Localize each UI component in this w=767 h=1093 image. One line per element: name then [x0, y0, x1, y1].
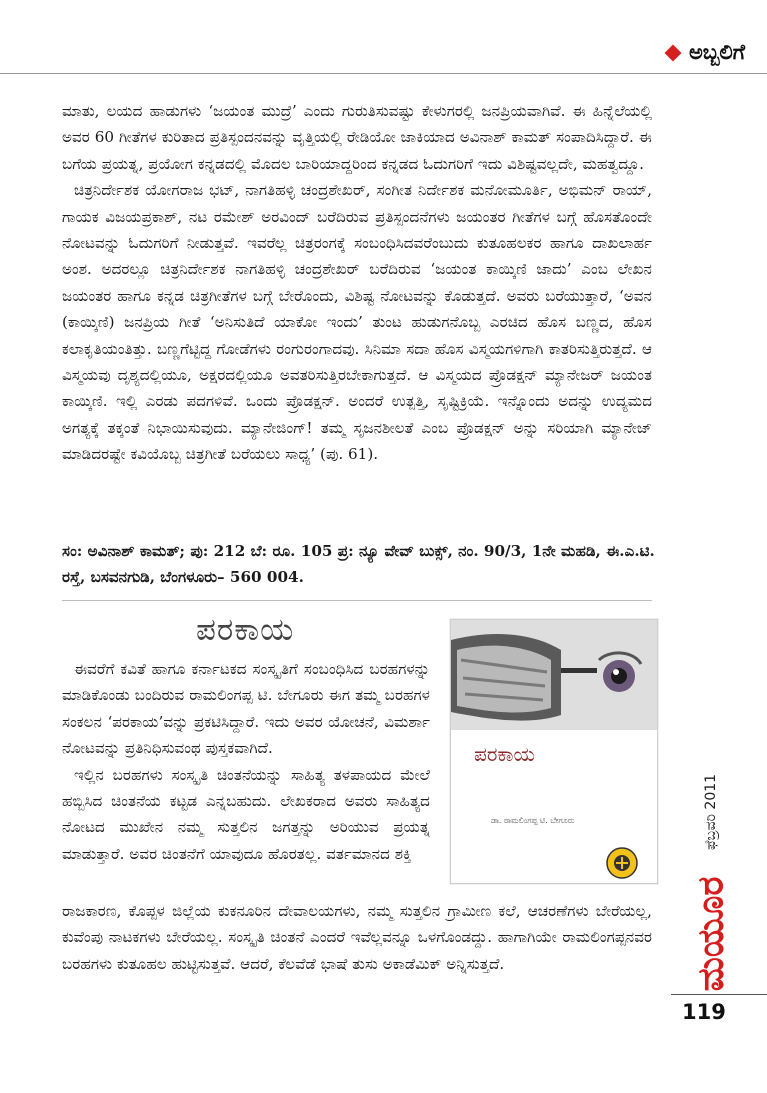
- review2-paragraph-2: ಇಲ್ಲಿನ ಬರಹಗಳು ಸಂಸ್ಕೃತಿ ಚಿಂತನೆಯನ್ನು ಸಾಹಿತ್ಯ ತಳಪಾಯದ ಮೇಲೆ ಹಬ್ಬಿಸಿದ ಚಿಂತನೆಯ ಕಟ್ಟಡ ಎನ್ನಬಹುದು. ಲೇಖಕರಾದ ಅವರು ಸಾಹಿತ್ಯದ ನೋಟದ ಮುಖೇನ ನಮ್ಮ ಸುತ್ತಲಿನ ಜಗತ್ತನ್ನು ಅರಿಯುವ ಪ್ರಯತ್ನ ಮಾಡುತ್ತಾರೆ. ಅವರ ಚಿಂತನೆಗೆ ಯಾವುದೂ ಹೊರತಲ್ಲ. ವರ್ತಮಾನದ ಶಕ್ತಿ: [62, 765, 430, 863]
- review-body: [62, 98, 652, 468]
- magazine-name-text: ಮಯೂರ: [690, 876, 731, 991]
- glasses-eye-illustration: [451, 620, 657, 730]
- book-cover: [450, 619, 658, 884]
- review2-body-wide: [62, 898, 652, 977]
- page-number-rule: [671, 994, 767, 995]
- section-name: ಅಬ್ಬಲಿಗೆ: [688, 40, 745, 64]
- section-divider: [62, 600, 652, 601]
- cover-title: ಪರಕಾಯ: [474, 742, 535, 766]
- diamond-bullet-icon: [664, 44, 681, 61]
- review2-paragraph-1: ಈವರೆಗೆ ಕವಿತೆ ಹಾಗೂ ಕರ್ನಾಟಕದ ಸಂಸ್ಕೃತಿಗೆ ಸಂಬಂಧಿಸಿದ ಬರಹಗಳನ್ನು ಮಾಡಿಕೊಂಡು ಬಂದಿರುವ ರಾಮಲಿಂಗಪ್ಪ ಟಿ. ಬೇಗೂರು ಈಗ ತಮ್ಮ ಬರಹಗಳ ಸಂಕಲನ ‘ಪರಕಾಯ’ವನ್ನು ಪ್ರಕಟಿಸಿದ್ದಾರೆ. ಇದು ಅವರ ಯೋಚನೆ, ವಿಮರ್ಶಾ ನೋಟವನ್ನು ಪ್ರತಿನಿಧಿಸುವಂಥ ಪುಸ್ತಕವಾಗಿದೆ.: [62, 660, 430, 758]
- review2-paragraph-3: ರಾಜಕಾರಣ, ಕೊಪ್ಪಳ ಜಿಲ್ಲೆಯ ಕುಕನೂರಿನ ದೇವಾಲಯಗಳು, ನಮ್ಮ ಸುತ್ತಲಿನ ಗ್ರಾಮೀಣ ಕಲೆ, ಆಚರಣೆಗಳು ಬೇರೆಯಲ್ಲ, ಕುವೆಂಪು ನಾಟಕಗಳು ಬೇರೆಯಲ್ಲ. ಸಂಸ್ಕೃತಿ ಚಿಂತನೆ ಎಂದರೆ ಇವೆಲ್ಲವನ್ನೂ ಒಳಗೊಂಡದ್ದು. ಹಾಗಾಗಿಯೇ ರಾಮಲಿಂಗಪ್ಪನವರ ಬರಹಗಳು ಕುತೂಹಲ ಹುಟ್ಟಿಸುತ್ತವೆ. ಆದರೆ, ಕೆಲವೆಡೆ ಭಾಷೆ ತುಸು ಅಕಾಡೆಮಿಕ್ ಅನ್ನಿಸುತ್ತದೆ.: [62, 902, 652, 973]
- cover-author: ಡಾ. ರಾಮಲಿಂಗಪ್ಪ ಟಿ. ಬೇಗೂರು: [491, 816, 575, 825]
- issue-date-text: ಫೆಬ್ರವರಿ 2011: [703, 773, 719, 851]
- review2-body-narrow: [62, 656, 430, 867]
- book-citation: ಸಂ: ಅವಿನಾಶ್ ಕಾಮತ್; ಪು: 212 ಬೆ: ರೂ. 105 ಪ್ರ: ನ್ಯೂ ವೇವ್ ಬುಕ್ಸ್, ನಂ. 90/3, 1ನೇ ಮಹಡಿ, ಈ.ಎ.ಟಿ. ರಸ್ತೆ, ಬಸವನಗುಡಿ, ಬೆಂಗಳೂರು– 560 004.: [62, 542, 655, 587]
- header-rule: [0, 73, 767, 74]
- page-number: 119: [682, 1000, 726, 1024]
- review-paragraph-2: ಚಿತ್ರನಿರ್ದೇಶಕ ಯೋಗರಾಜ ಭಟ್, ನಾಗತಿಹಳ್ಳಿ ಚಂದ್ರಶೇಖರ್, ಸಂಗೀತ ನಿರ್ದೇಶಕ ಮನೋಮೂರ್ತಿ, ಅಭಿಮನ್ ರಾಯ್, ಗಾಯಕ ವಿಜಯಪ್ರಕಾಶ್, ನಟ ರಮೇಶ್ ಅರವಿಂದ್ ಬರೆದಿರುವ ಪ್ರತಿಸ್ಪಂದನೆಗಳು ಜಯಂತರ ಗೀತೆಗಳ ಬಗ್ಗೆ ಹೊಸತೊಂದೇ ನೋಟವನ್ನು ಓದುಗರಿಗೆ ನೀಡುತ್ತವೆ. ಇವರೆಲ್ಲ ಚಿತ್ರರಂಗಕ್ಕೆ ಸಂಬಂಧಿಸಿದವರೆಂಬುದು ಕುತೂಹಲಕರ ಹಾಗೂ ದಾಖಲಾರ್ಹ ಅಂಶ. ಅದರಲ್ಲೂ ಚಿತ್ರನಿರ್ದೇಶಕ ನಾಗತಿಹಳ್ಳಿ ಚಂದ್ರಶೇಖರ್ ಬರೆದಿರುವ ‘ಜಯಂತ ಕಾಯ್ಕಿಣಿ ಜಾದು’ ಎಂಬ ಲೇಖನ ಜಯಂತರ ಹಾಗೂ ಕನ್ನಡ ಚಿತ್ರಗೀತೆಗಳ ಬಗ್ಗೆ ಬೇರೊಂದು, ವಿಶಿಷ್ಟ ನೋಟವನ್ನು ಕೊಡುತ್ತದೆ. ಅವರು ಬರೆಯುತ್ತಾರೆ, ‘ಅವನ (ಕಾಯ್ಕಿಣಿ) ಜನಪ್ರಿಯ ಗೀತೆ ‘ಅನಿಸುತಿದೆ ಯಾಕೋ ಇಂದು’ ತುಂಟ ಹುಡುಗನೊಬ್ಬ ಎರಚಿದ ಹೊಸ ಬಣ್ಣದ, ಹೊಸ ಕಲಾಕೃತಿಯಂತಿತ್ತು. ಬಣ್ಣಗೆಟ್ಟಿದ್ದ ಗೋಡೆಗಳು ರಂಗುರಂಗಾದವು. ಸಿನಿಮಾ ಸದಾ ಹೊಸ ವಿಸ್ಮಯಗಳಿಗಾಗಿ ಕಾತರಿಸುತ್ತಿರುತ್ತದೆ. ಆ ವಿಸ್ಮಯವು ದೃಶ್ಯದಲ್ಲಿಯೂ, ಅಕ್ಷರದಲ್ಲಿಯೂ ಅವತರಿಸುತ್ತಿರಬೇಕಾಗುತ್ತದೆ. ಆ ವಿಸ್ಮಯದ ಪ್ರೊಡಕ್ಷನ್ ಮ್ಯಾನೇಜರ್ ಜಯಂತ ಕಾಯ್ಕಿಣಿ. ಇಲ್ಲಿ ಎರಡು ಪದಗಳಿವೆ. ಒಂದು ಪ್ರೊಡಕ್ಷನ್. ಅಂದರೆ ಉತ್ಪತ್ತಿ, ಸೃಷ್ಟಿಕ್ರಿಯೆ. ಇನ್ನೊಂದು ಅದನ್ನು ಉದ್ಯಮದ ಅಗತ್ಯಕ್ಕೆ ತಕ್ಕಂತೆ ನಿಭಾಯಿಸುವುದು. ಮ್ಯಾನೇಜಿಂಗ್! ತಮ್ಮ ಸೃಜನಶೀಲತೆ ಎಂಬ ಪ್ರೊಡಕ್ಷನ್ ಅನ್ನು ಸರಿಯಾಗಿ ಮ್ಯಾನೇಜ್ ಮಾಡಿದರಷ್ಟೇ ಕವಿಯೊಬ್ಬ ಚಿತ್ರಗೀತೆ ಬರೆಯಲು ಸಾಧ್ಯ’ (ಪು. 61).: [62, 181, 652, 464]
- issue-date: [694, 752, 728, 872]
- publisher-logo-icon: [602, 846, 642, 880]
- book-title: ಪರಕಾಯ: [196, 612, 295, 648]
- section-label: [667, 40, 745, 65]
- review-paragraph-1: ಮಾತು, ಲಯದ ಹಾಡುಗಳು ‘ಜಯಂತ ಮುದ್ರೆ’ ಎಂದು ಗುರುತಿಸುವಷ್ಟು ಕೇಳುಗರಲ್ಲಿ ಜನಪ್ರಿಯವಾಗಿವೆ. ಈ ಹಿನ್ನೆಲೆಯಲ್ಲಿ ಅವರ 60 ಗೀತೆಗಳ ಕುರಿತಾದ ಪ್ರತಿಸ್ಪಂದನವನ್ನು ವೃತ್ತಿಯಲ್ಲಿ ರೇಡಿಯೋ ಜಾಕಿಯಾದ ಅವಿನಾಶ್ ಕಾಮತ್ ಸಂಪಾದಿಸಿದ್ದಾರೆ. ಈ ಬಗೆಯ ಪ್ರಯತ್ನ, ಪ್ರಯೋಗ ಕನ್ನಡದಲ್ಲಿ ಮೊದಲ ಬಾರಿಯಾದ್ದರಿಂದ ಕನ್ನಡದ ಓದುಗರಿಗೆ ಇದು ವಿಶಿಷ್ಟವಲ್ಲದೇ, ಮಹತ್ವದ್ದೂ.: [62, 102, 652, 173]
- magazine-name: [690, 876, 731, 991]
